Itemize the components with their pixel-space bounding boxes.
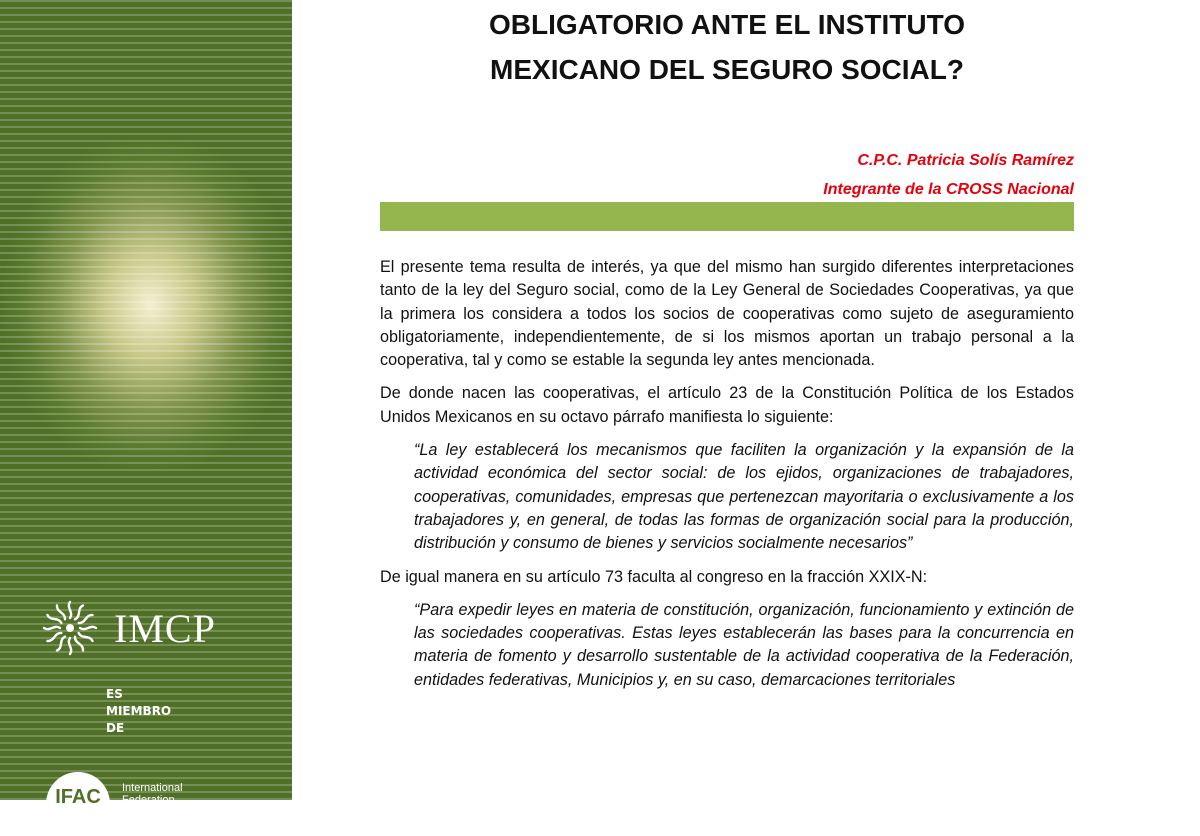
imcp-logo bbox=[38, 596, 216, 660]
ifac-text bbox=[122, 782, 194, 818]
paragraph: De igual manera en su artículo 73 faculta al congreso en la fracción XXIX-N: bbox=[380, 567, 928, 586]
ifac-logo bbox=[46, 772, 194, 836]
quotation: “La ley establecerá los mecanismos que faciliten la organización y la expansión de la actividad económica del sector social: de los ejidos, organizaciones de trabajadores, cooperativas, comunidades, empresas que pertenezcan mayoritaria o exclusivamente a los trabajadores y, en general, de todas las formas de organización social para la producción, distribución y consumo de bienes y servicios socialmente necesarios” bbox=[414, 441, 1074, 553]
member-line: MIEMBRO bbox=[106, 704, 172, 718]
sidebar-edge bbox=[292, 0, 296, 800]
member-statement bbox=[106, 686, 171, 737]
ifac-badge: IFAC bbox=[46, 772, 110, 836]
decorative-sidebar bbox=[0, 0, 296, 818]
member-line: ES bbox=[106, 687, 123, 701]
imcp-logo-text: IMCP bbox=[114, 605, 216, 651]
document-title bbox=[380, 2, 1074, 92]
ifac-line: Federation bbox=[122, 794, 175, 806]
paragraph: De donde nacen las cooperativas, el artículo 23 de la Constitución Política de los Estados Unidos Mexicanos en su octavo párrafo manifiesta lo siguiente: bbox=[380, 384, 1074, 426]
ifac-line: of Accountants bbox=[122, 806, 195, 818]
author-block bbox=[823, 146, 1074, 204]
title-line: MEXICANO DEL SEGURO SOCIAL? bbox=[490, 54, 964, 85]
author-name: C.P.C. Patricia Solís Ramírez bbox=[857, 152, 1074, 169]
quotation: “Para expedir leyes en materia de constitución, organización, funcionamiento y extinción de las sociedades cooperativas. Estas leyes establecerán las bases para la concurrencia en materia de fomento y desarrollo sustentable de la actividad cooperativa de la Federación, entidades federativas, Municipios y, en su caso, demarcaciones territoriales bbox=[414, 600, 1074, 689]
imcp-emblem-icon bbox=[38, 596, 102, 660]
article-body bbox=[380, 256, 1074, 702]
member-line: DE bbox=[106, 721, 125, 735]
author-role: Integrante de la CROSS Nacional bbox=[823, 181, 1074, 198]
ifac-line: International bbox=[122, 782, 183, 794]
paragraph: El presente tema resulta de interés, ya que del mismo han surgido diferentes interpretaciones tanto de la ley del Seguro social, como de la Ley General de Sociedades Cooperativas, ya que la primera los considera a todos los socios de cooperativas como sujeto de aseguramiento obligatoriamente, independientemente, de si los mismos aportan un trabajo personal a la cooperativa, tal y como se estable la segunda ley antes mencionada. bbox=[380, 258, 1074, 370]
title-line: OBLIGATORIO ANTE EL INSTITUTO bbox=[488, 9, 965, 40]
accent-bar bbox=[380, 202, 1074, 231]
